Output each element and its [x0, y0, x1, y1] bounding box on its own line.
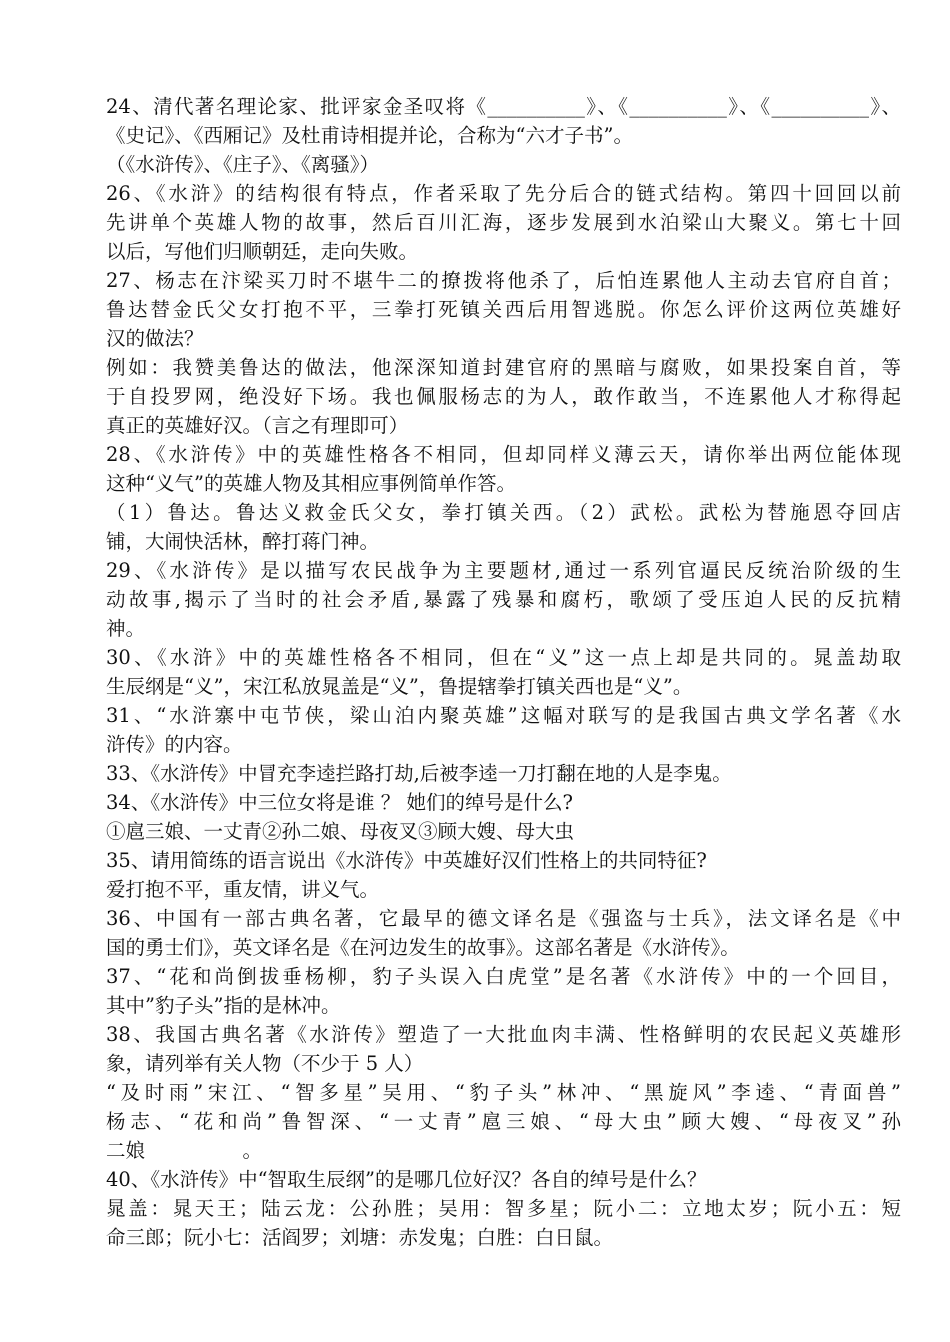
text-line: 33、《水浒传》中冒充李逵拦路打劫,后被李逵一刀打翻在地的人是李鬼。 — [106, 762, 732, 785]
text-line: 先讲单个英雄人物的故事，然后百川汇海，逐步发展到水泊梁山大聚义。第七十回 — [106, 211, 901, 234]
text-line: 汉的做法？ — [106, 327, 204, 350]
text-line: 28、《水浒传》中的英雄性格各不相同，但却同样义薄云天，请你举出两位能体现 — [106, 443, 901, 466]
text-line: 象，请列举有关人物（不少于 5 人） — [106, 1052, 424, 1075]
text-line: 34、《水浒传》中三位女将是谁 ？ 她们的绰号是什么? — [106, 791, 573, 814]
text-line: “及时雨”宋江、“智多星”吴用、“豹子头”林冲、“黑旋风”李逵、“青面兽” — [106, 1081, 901, 1104]
text-line: 例如：我赞美鲁达的做法，他深深知道封建官府的黑暗与腐败，如果投案自首，等 — [106, 356, 901, 379]
text-line: 27、杨志在汴梁买刀时不堪牛二的撩拨将他杀了，后怕连累他人主动去官府自首； — [106, 269, 901, 292]
text-line: 于自投罗网，绝没好下场。我也佩服杨志的为人，敢作敢当，不连累他人才称得起 — [106, 385, 901, 408]
text-line: 二娘 。 — [106, 1139, 263, 1162]
text-line: 31、“水浒寨中屯节侠，梁山泊内聚英雄”这幅对联写的是我国古典文学名著《水 — [106, 704, 901, 727]
document-body — [106, 92, 901, 1252]
text-line: 晁盖：晁天王；陆云龙：公孙胜；吴用：智多星；阮小二：立地太岁；阮小五：短 — [106, 1197, 901, 1220]
text-line: 其中”豹子头”指的是林冲。 — [106, 994, 341, 1017]
text-line: 生辰纲是“义”，宋江私放晁盖是“义”，鲁提辖拳打镇关西也是“义”。 — [106, 675, 693, 698]
text-line: 动故事,揭示了当时的社会矛盾,暴露了残暴和腐朽，歌颂了受压迫人民的反抗精 — [106, 588, 901, 611]
text-line: 这种“义气”的英雄人物及其相应事例简单作答。 — [106, 472, 516, 495]
text-line: 40、《水浒传》中“智取生辰纲”的是哪几位好汉？各自的绰号是什么？ — [106, 1168, 707, 1191]
text-line: 38、我国古典名著《水浒传》塑造了一大批血肉丰满、性格鲜明的农民起义英雄形 — [106, 1023, 901, 1046]
text-line: 铺，大闹快活林，醉打蒋门神。 — [106, 530, 380, 553]
text-line: 29、《水浒传》是以描写农民战争为主要题材,通过一系列官逼民反统治阶级的生 — [106, 559, 901, 582]
text-line: 神。 — [106, 617, 146, 640]
text-line: （1）鲁达。鲁达义救金氏父女，拳打镇关西。（2）武松。武松为替施恩夺回店 — [106, 501, 901, 524]
text-line: 以后，写他们归顺朝廷，走向失败。 — [106, 240, 419, 263]
text-line: 国的勇士们》，英文译名是《在河边发生的故事》。这部名著是《水浒传》。 — [106, 936, 740, 959]
text-line: 26、《水浒》的结构很有特点，作者采取了先分后合的链式结构。第四十回回以前 — [106, 182, 901, 205]
text-line: 36、中国有一部古典名著，它最早的德文译名是《强盗与士兵》，法文译名是《中 — [106, 907, 901, 930]
text-line: 爱打抱不平，重友情，讲义气。 — [106, 878, 380, 901]
text-line: 《史记》、《西厢记》及杜甫诗相提并论，合称为“六才子书”。 — [106, 124, 633, 147]
text-line: ①扈三娘、一丈青②孙二娘、母夜叉③顾大嫂、母大虫 — [106, 820, 575, 843]
text-line: 杨志、“花和尚”鲁智深、“一丈青”扈三娘、“母大虫”顾大嫂、“母夜叉”孙 — [106, 1110, 901, 1133]
text-line: 37、“花和尚倒拔垂杨柳，豹子头误入白虎堂”是名著《水浒传》中的一个回目， — [106, 965, 901, 988]
text-line: （《水浒传》、《庄子》、《离骚》） — [106, 153, 380, 176]
text-line: 真正的英雄好汉。（言之有理即可） — [106, 414, 409, 437]
text-line: 命三郎；阮小七：活阎罗；刘塘：赤发鬼；白胜：白日鼠。 — [106, 1226, 614, 1249]
text-line: 鲁达替金氏父女打抱不平，三拳打死镇关西后用智逃脱。你怎么评价这两位英雄好 — [106, 298, 901, 321]
text-line: 24、清代著名理论家、批评家金圣叹将《__________》、《__________》、《__________》、 — [106, 95, 901, 118]
text-line: 35、请用简练的语言说出《水浒传》中英雄好汉们性格上的共同特征? — [106, 849, 707, 872]
text-line: 浒传》的内容。 — [106, 733, 243, 756]
text-line: 30、《水浒》中的英雄性格各不相同，但在“义”这一点上却是共同的。晁盖劫取 — [106, 646, 901, 669]
